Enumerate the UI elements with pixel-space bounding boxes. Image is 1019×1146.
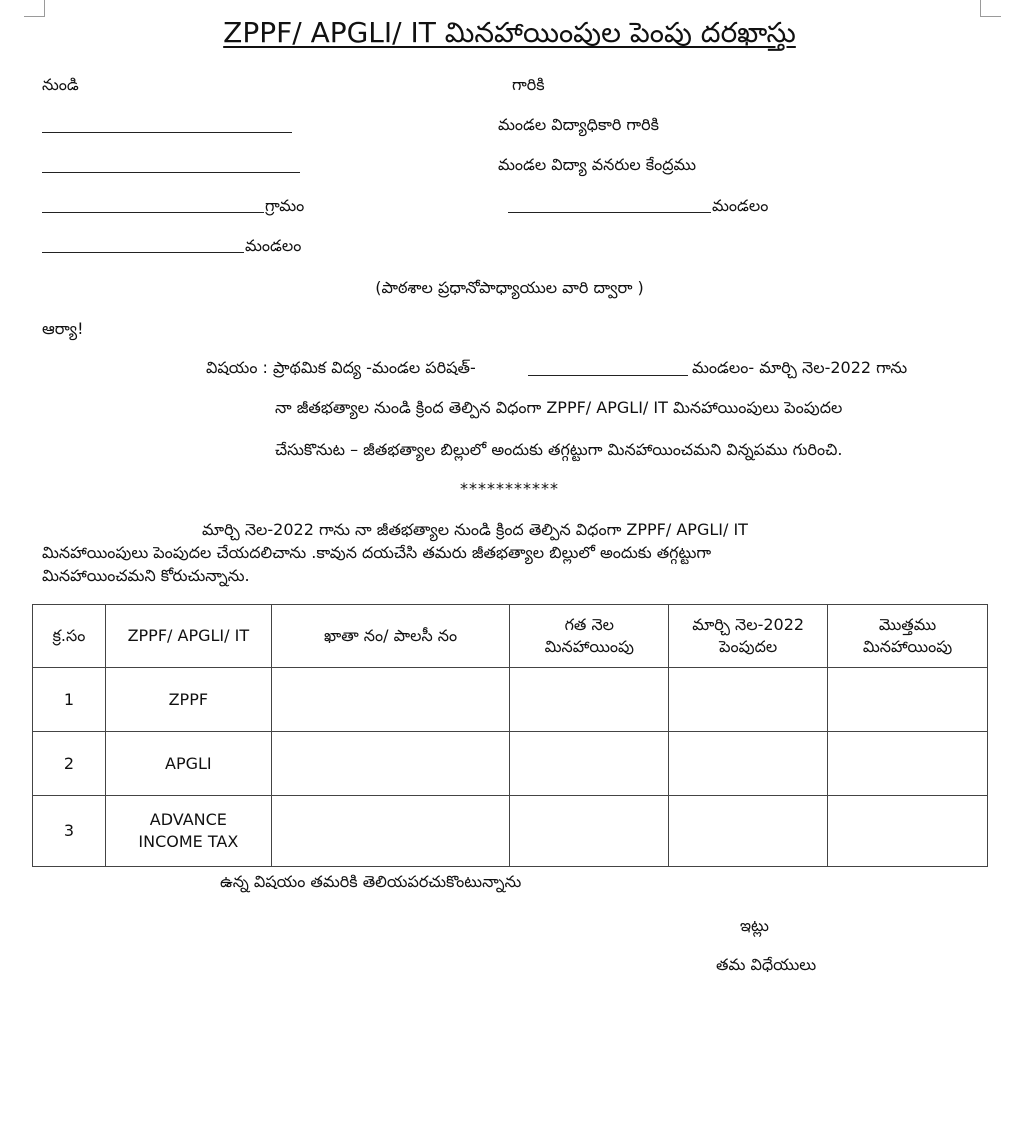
sender-mandal-blank[interactable]	[42, 252, 244, 253]
sender-mandal-suffix: మండలం	[245, 236, 302, 255]
table-row	[33, 732, 988, 796]
header-march-increase: మార్చి నెల-2022 పెంపుదల	[669, 605, 828, 668]
signature-line: తమ విధేయులు	[716, 955, 817, 974]
subject-after-blank: మండలం- మార్చి నెల-2022 గాను	[692, 358, 908, 377]
serial-cell: 3	[33, 796, 106, 867]
separator-stars: ***********	[460, 479, 559, 498]
total-cell[interactable]	[828, 796, 988, 867]
subject-line-2: నా జీతభత్యాల నుండి క్రింద తెల్పిన విధంగా ZPPF/ APGLI/ IT మినహాయింపులు పెంపుదల	[275, 398, 843, 417]
sender-name-blank[interactable]	[42, 132, 292, 133]
recipient-mandal-suffix: మండలం	[712, 196, 769, 215]
subject-mandal-blank[interactable]	[528, 375, 688, 376]
increase-cell[interactable]	[669, 796, 828, 867]
account-cell[interactable]	[271, 732, 510, 796]
closing-note: ఉన్న విషయం తమరికి తెలియపరచుకొంటున్నాను	[220, 872, 522, 891]
header-total: మొత్తము మినహాయింపు	[828, 605, 988, 668]
header-previous-month: గత నెల మినహాయింపు	[510, 605, 669, 668]
increase-cell[interactable]	[669, 668, 828, 732]
page-corner-mark-right	[980, 0, 1001, 17]
total-cell[interactable]	[828, 732, 988, 796]
salutation: ఆర్యా!	[42, 319, 84, 338]
account-cell[interactable]	[271, 668, 510, 732]
table-row	[33, 796, 988, 867]
to-line-officer: మండల విద్యాధికారి గారికి	[498, 115, 659, 134]
header-serial: క్ర.సం	[33, 605, 106, 668]
sender-village-blank[interactable]	[42, 212, 264, 213]
serial-cell: 1	[33, 668, 106, 732]
scheme-cell: APGLI	[105, 732, 271, 796]
scheme-cell: ADVANCE INCOME TAX	[105, 796, 271, 867]
deductions-table	[32, 604, 988, 867]
to-line-office: మండల విద్యా వనరుల కేంద్రము	[498, 155, 697, 174]
scheme-cell: ZPPF	[105, 668, 271, 732]
page-corner-mark-left	[24, 0, 45, 17]
subject-line-3: చేసుకొనుట – జీతభత్యాల బిల్లులో అందుకు తగ్గట్టుగా మినహాయించమని విన్నపము గురించి.	[275, 440, 843, 459]
previous-cell[interactable]	[510, 796, 669, 867]
account-cell[interactable]	[271, 796, 510, 867]
table-row	[33, 668, 988, 732]
signoff: ఇట్లు	[740, 916, 769, 935]
total-cell[interactable]	[828, 668, 988, 732]
body-line-3: మినహాయించమని కోరుచున్నాను.	[42, 566, 250, 585]
subject-prefix: విషయం : ప్రాథమిక విద్య -మండల పరిషత్-	[206, 358, 476, 377]
body-line-1: మార్చి నెల-2022 గాను నా జీతభత్యాల నుండి క్రింద తెల్పిన విధంగా ZPPF/ APGLI/ IT	[202, 520, 748, 539]
sender-designation-blank[interactable]	[42, 172, 300, 173]
body-line-2: మినహాయింపులు పెంపుదల చేయదలిచాను .కావున దయచేసి తమరు జీతభత్యాల బిల్లులో అందుకు తగ్గట్టుగా	[42, 543, 712, 562]
header-account: ఖాతా నం/ పాలసీ నం	[271, 605, 510, 668]
previous-cell[interactable]	[510, 668, 669, 732]
recipient-mandal-blank[interactable]	[508, 212, 711, 213]
previous-cell[interactable]	[510, 732, 669, 796]
table-header-row	[33, 605, 988, 668]
page-title: ZPPF/ APGLI/ IT మినహాయింపుల పెంపు దరఖాస్తు	[223, 16, 796, 49]
header-scheme: ZPPF/ APGLI/ IT	[105, 605, 271, 668]
from-label: నుండి	[42, 75, 79, 94]
to-label: గారికి	[512, 75, 545, 94]
serial-cell: 2	[33, 732, 106, 796]
via-line: (పాఠశాల ప్రధానోపాధ్యాయుల వారి ద్వారా )	[375, 278, 644, 297]
village-suffix: గ్రామం	[265, 196, 305, 215]
increase-cell[interactable]	[669, 732, 828, 796]
